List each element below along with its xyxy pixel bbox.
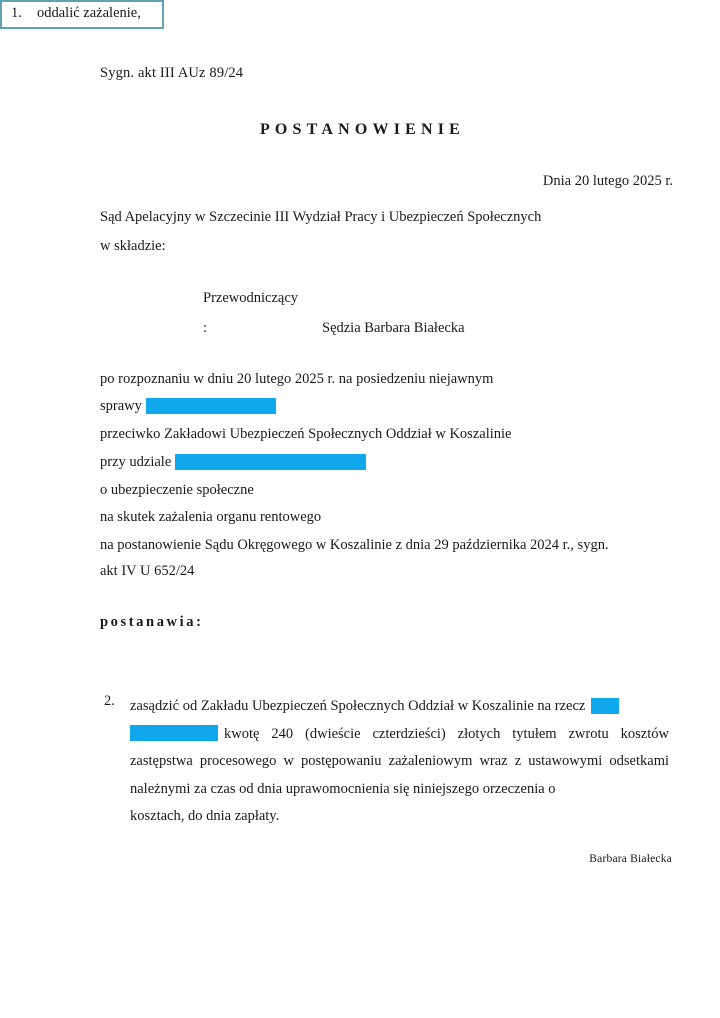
document-title: POSTANOWIENIE [259,121,466,138]
judge-signature: Barbara Białecka [589,853,672,865]
participation-label: przy udziale [100,454,172,470]
case-party-line [100,398,276,415]
redaction-bar-participation [175,454,366,470]
participation-line [100,454,366,471]
subject-matter-line: o ubezpieczenie społeczne [100,482,254,498]
ruling-item-2-number: 2. [104,693,115,709]
redaction-bar-beneficiary-1 [591,698,619,714]
ruling-item-2-body [130,693,669,831]
ruling-item-2-line-1 [130,693,669,721]
case-reference: Sygn. akt III AUz 89/24 [100,65,244,81]
composition-label: w składzie: [100,238,166,254]
court-name: Sąd Apelacyjny w Szczecinie III Wydział Pracy i Ubezpieczeń Społecznych [100,209,542,225]
appeal-basis-line: na skutek zażalenia organu rentowego [100,509,322,525]
presiding-role-label: Przewodniczący [203,290,299,306]
ruling-item-2-part-3: kosztach, do dnia zapłaty. [130,808,280,824]
ruling-item-1-highlight-box[interactable] [0,0,164,29]
case-party-label: sprawy [100,398,142,414]
challenged-order-line-2: akt IV U 652/24 [100,563,195,579]
issue-date: Dnia 20 lutego 2025 r. [542,173,673,189]
opposing-party-line: przeciwko Zakładowi Ubezpieczeń Społecznych Oddział w Koszalinie [100,426,512,442]
ruling-item-2-line-2-plus [130,721,669,804]
presiding-separator: : [203,320,208,336]
recognition-line: po rozpoznaniu w dniu 20 lutego 2025 r. na posiedzeniu niejawnym [100,371,494,387]
ruling-item-2-part-1: zasądzić od Zakładu Ubezpieczeń Społecznych Oddział w Koszalinie na rzecz [130,698,586,714]
redaction-bar-beneficiary-2 [130,725,218,741]
ruling-item-1-number: 1. [11,5,22,21]
decides-heading: postanawia: [100,614,204,630]
redaction-bar-case-party [146,398,276,414]
ruling-item-2-last-line [130,803,669,831]
ruling-item-1-text: oddalić zażalenie, [37,5,141,21]
challenged-order-line-1: na postanowienie Sądu Okręgowego w Koszalinie z dnia 29 października 2024 r., sygn. [100,537,609,553]
presiding-judge-name: Sędzia Barbara Białecka [322,320,465,336]
ruling-item-2-part-2: kwotę 240 (dwieście czterdzieści) złotych tytułem zwrotu kosztów zastępstwa procesowego w postępowaniu zażaleniowym wraz z ustawowymi odsetkami należnymi za czas od dnia uprawomocnienia się niniejszego orzeczenia o [130,725,669,797]
